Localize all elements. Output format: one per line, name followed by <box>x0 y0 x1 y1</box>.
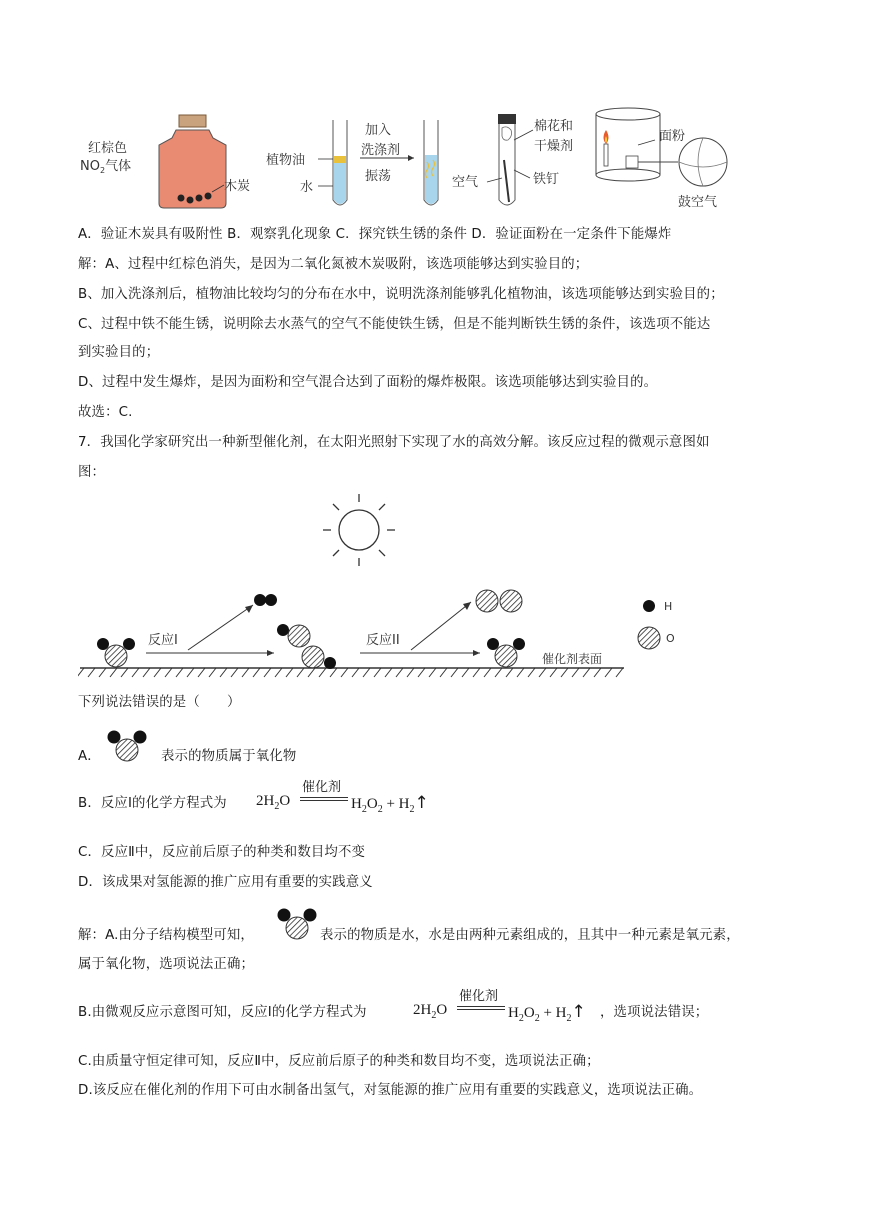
rust-tube <box>487 114 533 205</box>
option-b-prefix: B．反应Ⅰ的化学方程式为 <box>78 796 227 811</box>
reaction-2-label: 反应II <box>366 633 400 648</box>
q7-option-d[interactable]: D．该成果对氢能源的推广应用有重要的实践意义 <box>78 875 373 890</box>
label-nail: 铁钉 <box>533 172 560 187</box>
q7-solution-a-cont: 属于氧化物，选项说法正确； <box>78 957 255 972</box>
oxygen-molecule <box>476 590 522 612</box>
q6-solution-c-line2: 到实验目的； <box>78 345 160 360</box>
option-a-text: 表示的物质属于氧化物 <box>161 749 297 764</box>
q7-solution-d: D.该反应在催化剂的作用下可由水制备出氢气，对氢能源的推广应用有重要的实践意义，选项说法正确。 <box>78 1083 703 1098</box>
q7-stem-line2: 图： <box>78 465 106 480</box>
emulsion-tube-before <box>318 120 347 205</box>
option-a-prefix: A． <box>78 749 101 764</box>
q6-solution-b: B、加入洗涤剂后，植物油比较均匀的分布在水中，说明洗涤剂能够乳化植物油，该选项能够达到实验目的； <box>78 287 724 302</box>
experiment-figure <box>78 100 738 218</box>
q7-option-c[interactable]: C．反应Ⅱ中，反应前后原子的种类和数目均不变 <box>78 845 366 860</box>
reaction-1-label: 反应I <box>148 633 178 648</box>
water-molecule-icon <box>104 728 154 764</box>
catalyst-label: 催化剂 <box>459 989 499 1004</box>
label-blow-air: 鼓空气 <box>678 195 718 210</box>
surface-hatching <box>78 668 623 677</box>
sun-icon <box>323 494 395 566</box>
catalyst-label: 催化剂 <box>302 780 342 795</box>
water-molecule-icon <box>274 906 324 942</box>
label-air: 空气 <box>452 175 479 190</box>
q6-answer: 故选：C. <box>78 405 133 420</box>
label-no2: $NO_2$气体 <box>80 159 132 175</box>
label-desiccant: 干燥剂 <box>534 139 574 154</box>
q6-solution-c-line1: C、过程中铁不能生锈，说明除去水蒸气的空气不能使铁生锈，但是不能判断铁生锈的条件，该选项不能达 <box>78 317 711 332</box>
q7-solution-b-prefix: B.由微观反应示意图可知，反应Ⅰ的化学方程式为 <box>78 1005 367 1020</box>
label-shake: 振荡 <box>365 169 392 184</box>
water-molecule <box>97 638 135 667</box>
label-cotton: 棉花和 <box>534 119 574 134</box>
surface-label: 催化剂表面 <box>542 652 603 666</box>
label-veg-oil: 植物油 <box>266 153 306 168</box>
hydrogen-molecule <box>254 594 277 606</box>
label-detergent: 洗涤剂 <box>361 143 401 158</box>
q7-question: 下列说法错误的是（ ） <box>78 695 241 710</box>
q7-solution-b-suffix: ，选项说法错误； <box>600 1005 709 1020</box>
q7-option-a[interactable] <box>78 748 101 766</box>
hydrogen-peroxide-molecule <box>277 624 336 669</box>
label-flour: 面粉 <box>659 129 686 144</box>
flour-explosion-can <box>596 108 727 186</box>
label-add: 加入 <box>365 123 392 138</box>
label-water: 水 <box>300 180 314 195</box>
legend <box>638 600 675 649</box>
equation-solution-b: $2H_2O$ 催化剂 $H_2O_2$ + $H_2↑$ <box>413 985 613 1025</box>
equation-b: $2H_2O$ 催化剂 $H_2O_2$ + $H_2↑$ <box>256 776 456 816</box>
q7-solution-a-prefix: 解：A.由分子结构模型可知， <box>78 928 254 943</box>
q7-stem-line1: 7．我国化学家研究出一种新型催化剂，在太阳光照射下实现了水的高效分解。该反应过程的微观示意图如 <box>78 435 710 450</box>
label-red-brown: 红棕色 <box>88 141 128 156</box>
emulsion-tube-after <box>424 120 438 205</box>
q7-solution-c: C.由质量守恒定律可知，反应Ⅱ中，反应前后原子的种类和数目均不变，选项说法正确； <box>78 1054 600 1069</box>
no2-bottle <box>159 115 226 208</box>
q6-options-line: A．验证木炭具有吸附性 B．观察乳化现象 C．探究铁生锈的条件 D．验证面粉在一定条件下能爆炸 <box>78 227 672 242</box>
legend-o: O <box>666 632 675 645</box>
q6-solution-a: 解：A、过程中红棕色消失，是因为二氧化氮被木炭吸附，该选项能够达到实验目的； <box>78 257 589 272</box>
q6-solution-d: D、过程中发生爆炸，是因为面粉和空气混合达到了面粉的爆炸极限。该选项能够达到实验目的。 <box>78 375 658 390</box>
legend-h: H <box>664 600 673 613</box>
q7-option-b[interactable] <box>78 795 227 813</box>
q7-solution-a-text: 表示的物质是水，水是由两种元素组成的，且其中一种元素是氧元素， <box>320 928 740 943</box>
water-molecule <box>487 638 525 667</box>
reaction-diagram <box>78 490 698 680</box>
label-charcoal: 木炭 <box>224 179 251 194</box>
